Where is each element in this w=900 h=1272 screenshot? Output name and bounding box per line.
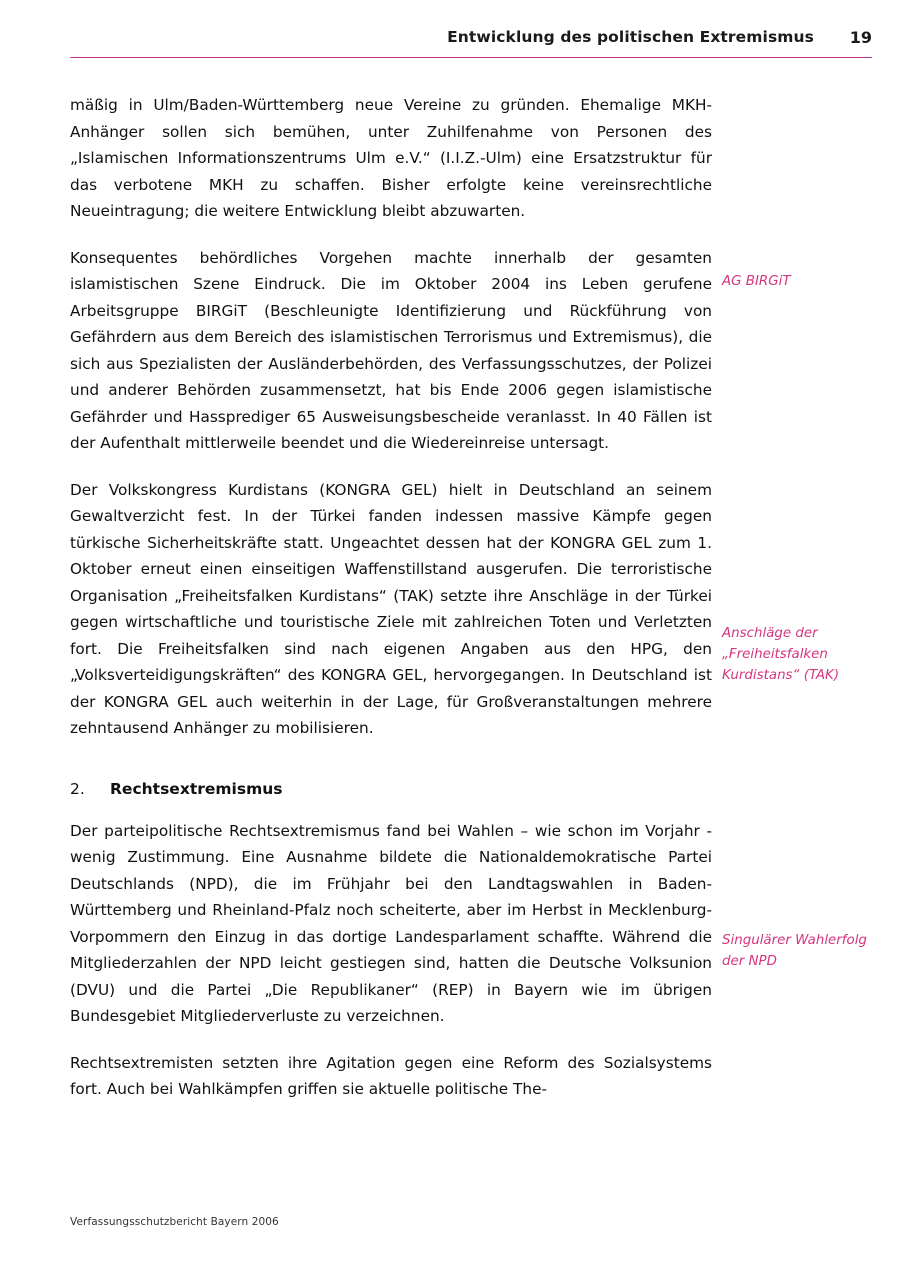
paragraph: mäßig in Ulm/Baden-Württemberg neue Vereine zu gründen. Ehemalige MKH-Anhänger sollen sich bemühen, unter Zuhilfenahme von Personen des „Islamischen Informationszentrums Ulm e.V.“ (I.I.Z.-Ulm) eine Ersatzstruktur für das verbotene MKH zu schaffen. Bisher erfolgte keine vereinsrechtliche Neueintragung; die weitere Entwicklung bleibt abzuwarten. — [70, 96, 712, 220]
paragraph: Rechtsextremisten setzten ihre Agitation gegen eine Reform des Sozialsystems fort. Auch bei Wahlkämpfen griffen sie aktuelle politische The- — [70, 1053, 712, 1098]
main-text-column — [70, 92, 712, 1103]
section-heading — [70, 780, 712, 798]
margin-note-npd: Singulärer Wahlerfolg der NPD — [722, 933, 867, 969]
page-header — [70, 28, 872, 62]
section-number: 2. — [70, 779, 85, 798]
section-title: Rechtsextremismus — [110, 779, 283, 798]
margin-note-ag-birgit: AG BIRGiT — [722, 274, 791, 289]
page-footer: Verfassungsschutzbericht Bayern 2006 — [70, 1216, 279, 1228]
paragraph: Der parteipolitische Rechtsextremismus fand bei Wahlen – wie schon im Vorjahr - wenig Zustimmung. Eine Ausnahme bildete die Nationaldemokratische Partei Deutschlands (NPD), die im Frühjahr bei den Landtagswahlen in Baden-Württemberg und Rheinland-Pfalz noch scheiterte, aber im Herbst in Mecklenburg-Vorpommern den Einzug in das dortige Landesparlament schaffte. Während die Mitgliederzahlen der NPD leicht gestiegen sind, hatten die Deutsche Volksunion (DVU) und die Partei „Die Republikaner“ (REP) in Bayern wie im übrigen Bundesgebiet Mitgliederverluste zu verzeichnen. — [70, 821, 712, 1025]
margin-note-anschlaege: Anschläge der „Freiheitsfalken Kurdistans“ (TAK) — [722, 626, 840, 683]
paragraph: Der Volkskongress Kurdistans (KONGRA GEL) hielt in Deutschland an seinem Gewaltverzicht fest. In der Türkei fanden indessen massive Kämpfe gegen türkische Sicherheitskräfte statt. Ungeachtet dessen hat der KONGRA GEL zum 1. Oktober erneut einen einseitigen Waffenstillstand ausgerufen. Die terroristische Organisation „Freiheitsfalken Kurdistans“ (TAK) setzte ihre Anschläge in der Türkei gegen wirtschaftliche und touristische Ziele mit zahlreichen Toten und Verletzten fort. Die Freiheitsfalken sind nach eigenen Angaben aus den HPG, den „Volksverteidigungskräften“ des KONGRA GEL, hervorgegangen. In Deutschland ist der KONGRA GEL auch weiterhin in der Lage, für Großveranstaltungen mehrere zehntausend Anhänger zu mobilisieren. — [70, 480, 712, 737]
header-title: Entwicklung des politischen Extremismus — [447, 28, 814, 46]
page-number: 19 — [849, 28, 872, 47]
paragraph: Konsequentes behördliches Vorgehen machte innerhalb der gesamten islamistischen Szene Eindruck. Die im Oktober 2004 ins Leben gerufene Arbeitsgruppe BIRGiT (Beschleunigte Identifizierung und Rückführung von Gefährdern aus dem Bereich des islamistischen Terrorismus und Extremismus), die sich aus Spezialisten der Ausländerbehörden, des Verfassungsschutzes, der Polizei und anderer Behörden zusammensetzt, hat bis Ende 2006 gegen islamistische Gefährder und Hassprediger 65 Ausweisungsbescheide veranlasst. In 40 Fällen ist der Aufenthalt mittlerweile beendet und die Wiedereinreise untersagt. — [70, 248, 712, 452]
header-divider — [70, 57, 872, 58]
